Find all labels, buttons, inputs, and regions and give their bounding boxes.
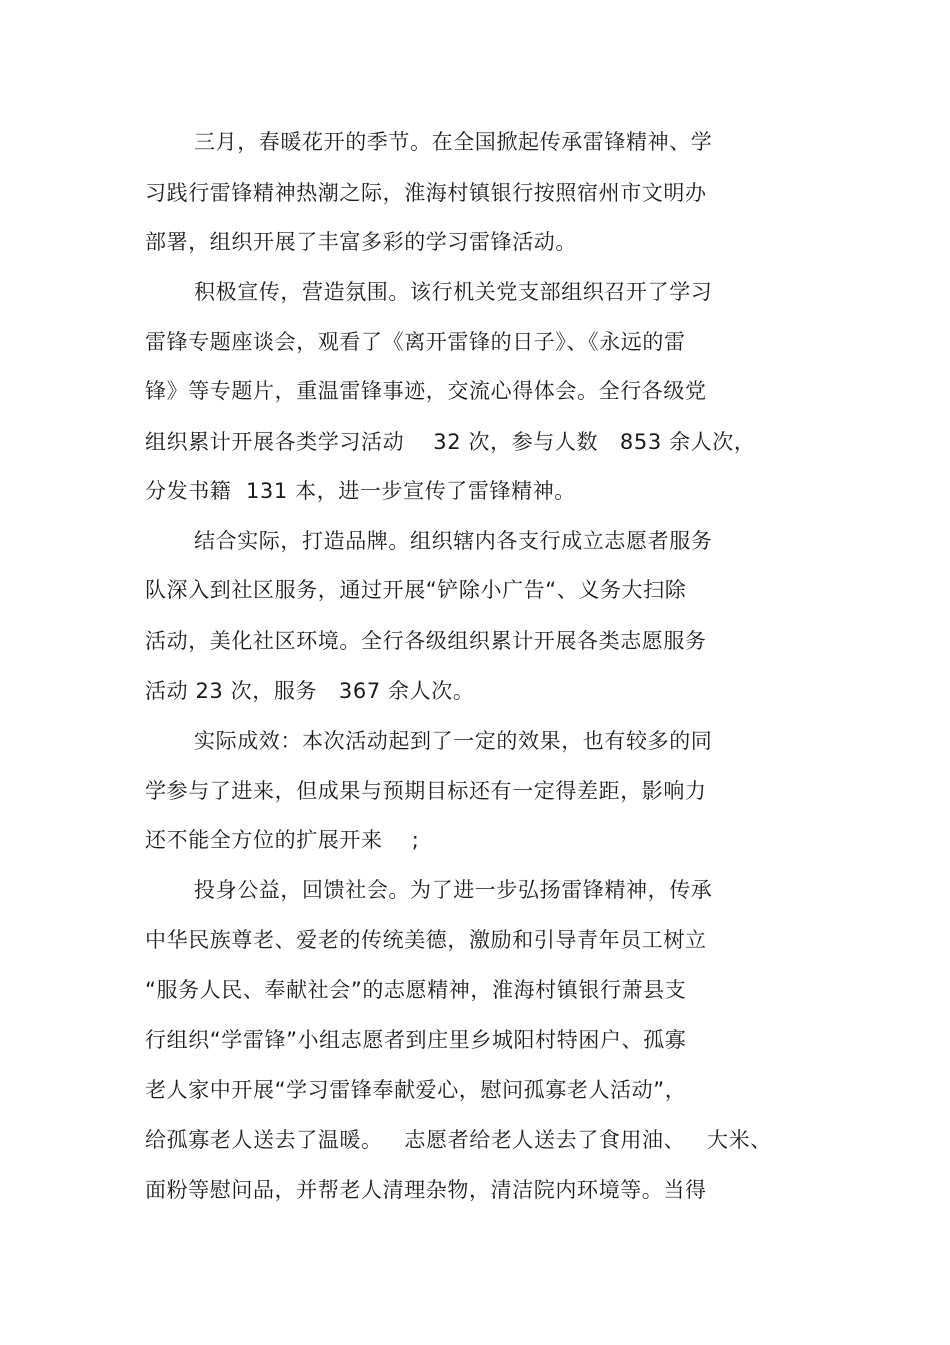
- text-line: 中华民族尊老、爱老的传统美德，激励和引导青年员工树立: [145, 928, 707, 952]
- text-line: 活动，美化社区环境。全行各级组织累计开展各类志愿服务: [145, 629, 707, 653]
- text-line: 锋》等专题片，重温雷锋事迹，交流心得体会。全行各级党: [145, 379, 707, 403]
- text-line: 学参与了进来，但成果与预期目标还有一定得差距，影响力: [145, 779, 707, 803]
- text-line: 给孤寡老人送去了温暖。 志愿者给老人送去了食用油、 大米、: [145, 1128, 772, 1152]
- text-line: 积极宣传，营造氛围。该行机关党支部组织召开了学习: [194, 280, 713, 304]
- text-line: 三月，春暖花开的季节。在全国掀起传承雷锋精神、学: [194, 130, 713, 154]
- text-line: 实际成效：本次活动起到了一定的效果，也有较多的同: [194, 729, 713, 753]
- text-line: 投身公益，回馈社会。为了进一步弘扬雷锋精神，传承: [194, 878, 713, 902]
- text-line: 习践行雷锋精神热潮之际，淮海村镇银行按照宿州市文明办: [145, 181, 707, 205]
- text-line: 老人家中开展“学习雷锋奉献爱心，慰问孤寡老人活动”，: [145, 1078, 687, 1102]
- text-line: 队深入到社区服务，通过开展“铲除小广告“、义务大扫除: [145, 578, 687, 602]
- text-line: 面粉等慰问品，并帮老人清理杂物，清洁院内环境等。当得: [145, 1178, 707, 1202]
- text-line: 分发书籍 131 本，进一步宣传了雷锋精神。: [145, 479, 576, 503]
- text-line: 组织累计开展各类学习活动 32 次，参与人数 853 余人次，: [145, 430, 756, 454]
- text-line: “服务人民、奉献社会”的志愿精神，淮海村镇银行萧县支: [145, 978, 687, 1002]
- text-line: 结合实际，打造品牌。组织辖内各支行成立志愿者服务: [194, 529, 713, 553]
- text-line: 活动 23 次，服务 367 余人次。: [145, 679, 475, 703]
- text-line: 雷锋专题座谈会，观看了《离开雷锋的日子》、《永远的雷: [145, 330, 686, 354]
- text-line: 还不能全方位的扩展开来 ;: [145, 828, 420, 852]
- text-line: 行组织“学雷锋”小组志愿者到庄里乡城阳村特困户、孤寡: [145, 1028, 687, 1052]
- text-line: 部署，组织开展了丰富多彩的学习雷锋活动。: [145, 230, 577, 254]
